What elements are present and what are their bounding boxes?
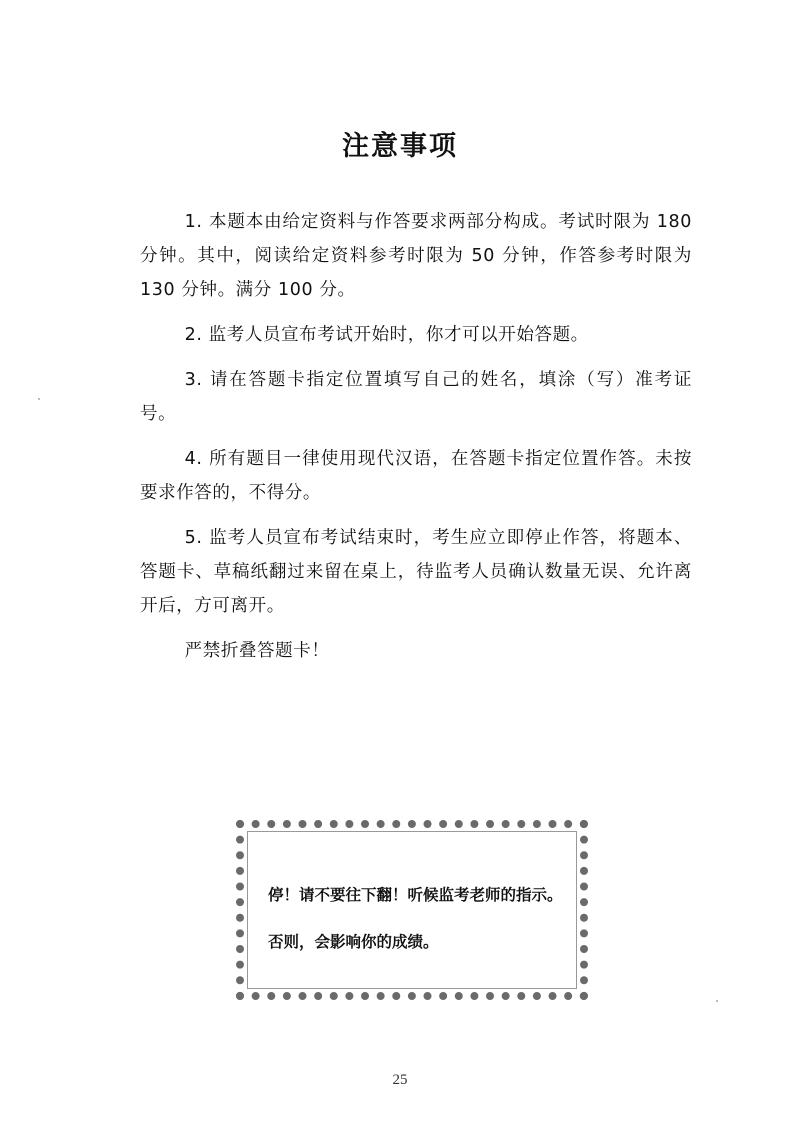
notice-item-4: 4. 所有题目一律使用现代汉语，在答题卡指定位置作答。未按要求作答的，不得分。 [140,449,692,503]
final-warning: 严禁折叠答题卡！ [184,641,330,661]
stop-warning-box [236,820,588,1000]
stop-warning-line-1: 停！请不要往下翻！听候监考老师的指示。 [268,885,563,904]
notice-item-3: 3. 请在答题卡指定位置填写自己的姓名，填涂（写）准考证号。 [140,370,692,424]
scan-speck [716,1000,718,1002]
notice-item-5: 5. 监考人员宣布考试结束时，考生应立即停止作答，将题本、答题卡、草稿纸翻过来留在桌上，待监考人员确认数量无误、允许离开后，方可离开。 [140,528,692,616]
notice-item-1: 1. 本题本由给定资料与作答要求两部分构成。考试时限为 180 分钟。其中，阅读给定资料参考时限为 50 分钟，作答参考时限为 130 分钟。满分 100 分。 [140,212,692,300]
notice-list [140,205,692,679]
page-number: 25 [392,1072,408,1088]
stop-warning-line-2: 否则，会影响你的成绩。 [268,932,439,951]
scan-speck [38,398,40,400]
page-title: 注意事项 [342,131,458,162]
notice-item-2: 2. 监考人员宣布考试开始时，你才可以开始答题。 [184,325,589,345]
